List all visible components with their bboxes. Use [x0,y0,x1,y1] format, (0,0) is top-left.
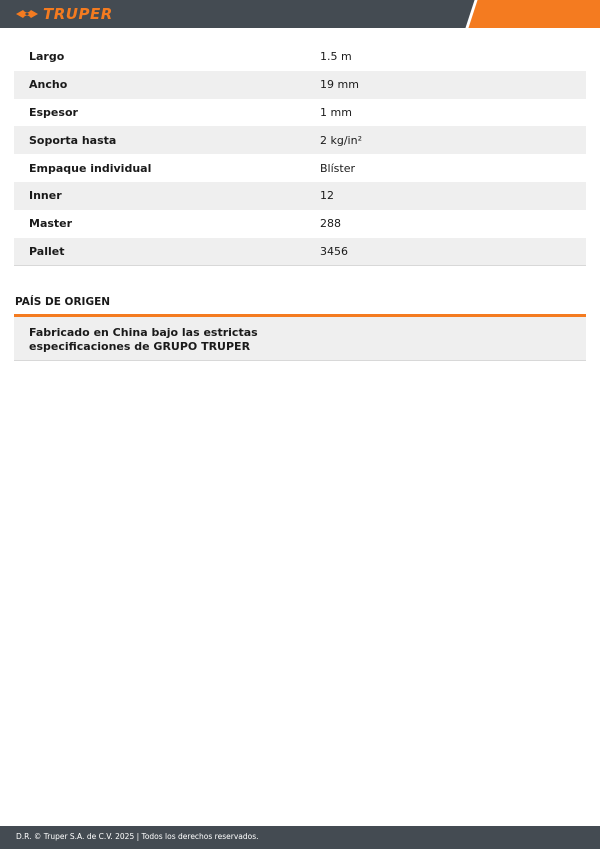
spec-label: Ancho [29,78,68,92]
spec-label: Largo [29,50,65,64]
spec-label: Empaque individual [29,161,152,175]
spec-label: Inner [29,189,62,203]
table-row [14,99,586,127]
brand-logo [14,5,113,23]
copyright-text: D.R. © Truper S.A. de C.V. 2025 | Todos los derechos reservados. [16,832,259,841]
origin-box [14,314,586,361]
table-row [14,126,586,154]
table-row [14,238,586,266]
spec-label: Espesor [29,105,78,119]
spec-value: 2 kg/in² [320,133,362,147]
spec-label: Pallet [29,244,65,258]
table-row [14,210,586,238]
truper-tools-logo-icon [14,7,40,21]
table-row [14,43,586,71]
spec-label: Master [29,217,73,231]
spec-label: Soporta hasta [29,133,117,147]
brand-name: TRUPER [43,5,113,23]
spec-value: 1 mm [320,105,352,119]
spec-value: 12 [320,189,334,203]
table-row [14,154,586,182]
table-row [14,71,586,99]
origin-section-title: PAÍS DE ORIGEN [15,296,111,308]
spec-value: 19 mm [320,78,359,92]
spec-value: 1.5 m [320,50,352,64]
specifications-table [14,43,586,266]
header-orange-stripe [466,0,600,28]
origin-text: Fabricado en China bajo las estrictas especificaciones de GRUPO TRUPER [29,326,258,353]
page-header [0,0,600,28]
spec-value: 288 [320,217,341,231]
table-row [14,182,586,210]
spec-value: 3456 [320,244,348,258]
page-footer [0,826,600,849]
spec-value: Blíster [320,161,355,175]
